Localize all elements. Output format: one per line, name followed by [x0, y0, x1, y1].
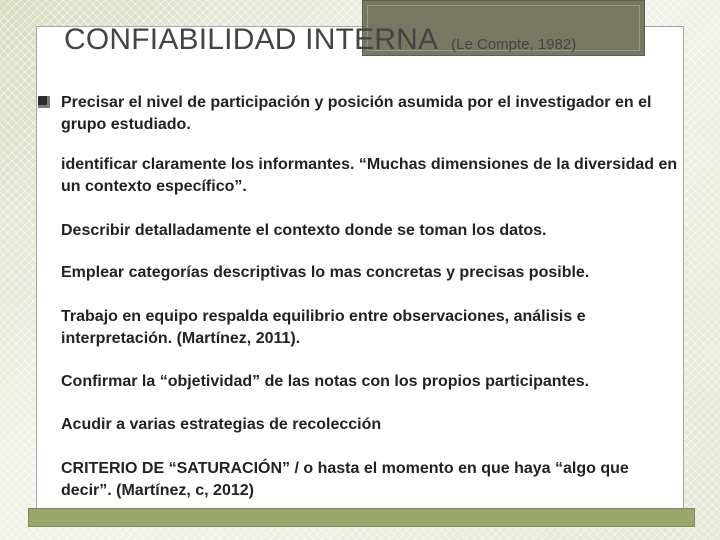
list-item — [38, 154, 684, 198]
square-bullet-icon — [38, 96, 50, 108]
list-item — [38, 92, 684, 136]
list-item — [38, 220, 684, 242]
bottom-accent-bar — [28, 508, 695, 527]
list-item-text: Trabajo en equipo respalda equilibrio entre observaciones, análisis e interpretación. (Martínez, 2011). — [61, 308, 586, 347]
list-item-text: Describir detalladamente el contexto donde se toman los datos. — [61, 222, 547, 239]
list-item-text: CRITERIO DE “SATURACIÓN” / o hasta el momento en que haya “algo que decir”. (Martínez, c, 2012) — [61, 460, 629, 499]
list-item-text: Precisar el nivel de participación y posición asumida por el investigador en el grupo estudiado. — [61, 94, 652, 133]
title-citation: (Le Compte, 1982) — [451, 36, 577, 53]
list-item — [38, 414, 684, 436]
list-item — [38, 458, 684, 502]
list-item-text: identificar claramente los informantes. “Muchas dimensiones de la diversidad en un contexto específico”. — [61, 156, 678, 195]
title-main-text: CONFIABILIDAD INTERNA — [64, 23, 439, 56]
list-item-text: Acudir a varias estrategias de recolección — [61, 416, 382, 433]
list-item-text: Emplear categorías descriptivas lo mas concretas y precisas posible. — [61, 264, 590, 281]
list-item — [38, 306, 684, 350]
list-item-text: Confirmar la “objetividad” de las notas con los propios participantes. — [61, 373, 590, 390]
list-item — [38, 262, 684, 284]
list-item — [38, 371, 684, 393]
slide-title — [64, 22, 576, 55]
